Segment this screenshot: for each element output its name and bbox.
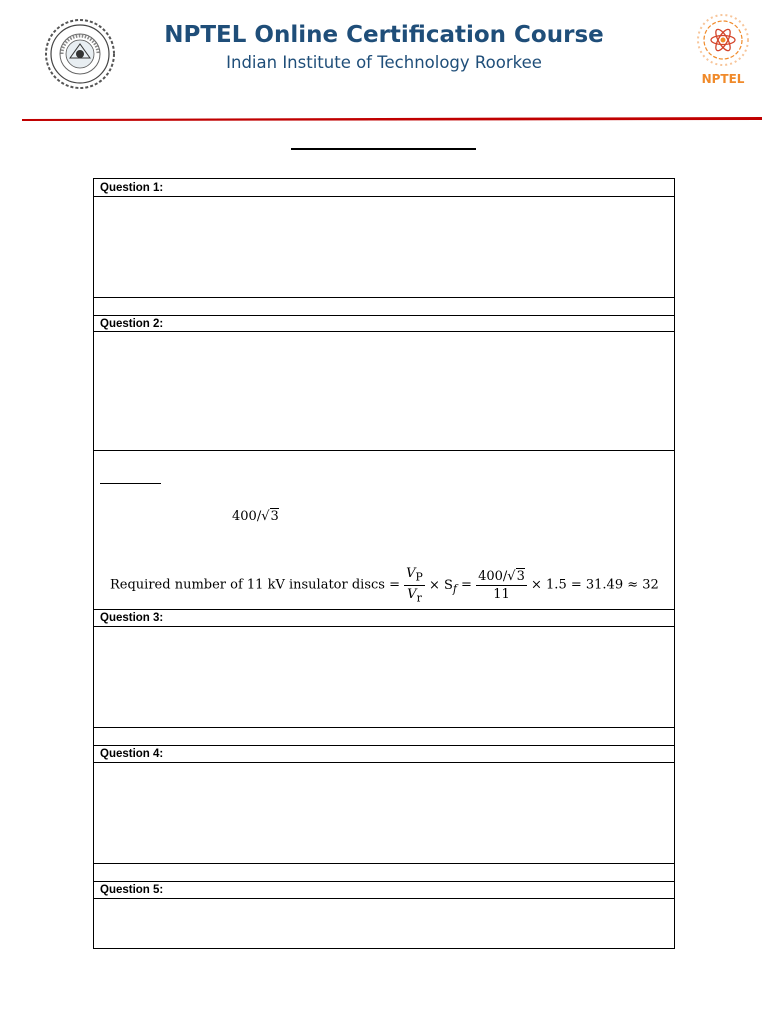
table-row-divider (93, 881, 675, 882)
vp-subscript: P (415, 570, 423, 584)
table-row-divider (93, 745, 675, 746)
frac-sqrt-radicand: 3 (516, 568, 525, 584)
nptel-logo (684, 8, 762, 90)
times-sf-text: × S (428, 577, 453, 593)
header-divider (22, 117, 762, 121)
table-row-divider (93, 450, 675, 451)
solution-heading-underline (100, 483, 161, 484)
table-row-divider (93, 315, 675, 316)
table-row-divider (93, 898, 675, 899)
table-row-divider (93, 762, 675, 763)
question-3-label: Question 3: (100, 612, 164, 624)
equals-sign: = (461, 577, 472, 593)
expr-400: 400/ (232, 509, 262, 524)
equation-prefix: Required number of 11 kV insulator discs = (110, 577, 400, 593)
vr-subscript: r (416, 591, 422, 605)
vp-symbol: V (406, 566, 416, 581)
sqrt-radicand: 3 (270, 509, 279, 524)
frac-sqrt-symbol: √3 (507, 568, 525, 584)
question-4-label: Question 4: (100, 748, 164, 760)
table-row-divider (93, 727, 675, 728)
table-row-divider (93, 609, 675, 610)
equation-result: × 1.5 = 31.49 ≈ 32 (531, 577, 659, 593)
table-row-divider (93, 196, 675, 197)
table-row-divider (93, 626, 675, 627)
table-row-divider (93, 297, 675, 298)
sf-subscript: f (452, 582, 457, 596)
nptel-logo-text: NPTEL (701, 72, 745, 86)
question-5-label: Question 5: (100, 884, 164, 896)
institute-subtitle: Indian Institute of Technology Roorkee (226, 53, 542, 72)
frac-denominator: 11 (493, 586, 510, 602)
sqrt-symbol: √3 (261, 509, 279, 524)
question-table (93, 178, 675, 949)
table-row-divider (93, 863, 675, 864)
insulator-disc-equation (110, 566, 659, 604)
question-2-label: Question 2: (100, 318, 164, 330)
question-1-label: Question 1: (100, 182, 164, 194)
page-header (0, 0, 768, 125)
times-sf (428, 577, 457, 596)
expression-400-over-root3 (232, 509, 279, 524)
frac-numerator: 400/ (478, 568, 508, 584)
voltage-ratio-fraction (476, 569, 527, 602)
vp-over-vr-fraction (404, 566, 425, 604)
vr-symbol: V (407, 586, 417, 602)
heading-underline (291, 148, 476, 150)
course-title: NPTEL Online Certification Course (164, 22, 604, 48)
table-row-divider (93, 331, 675, 332)
